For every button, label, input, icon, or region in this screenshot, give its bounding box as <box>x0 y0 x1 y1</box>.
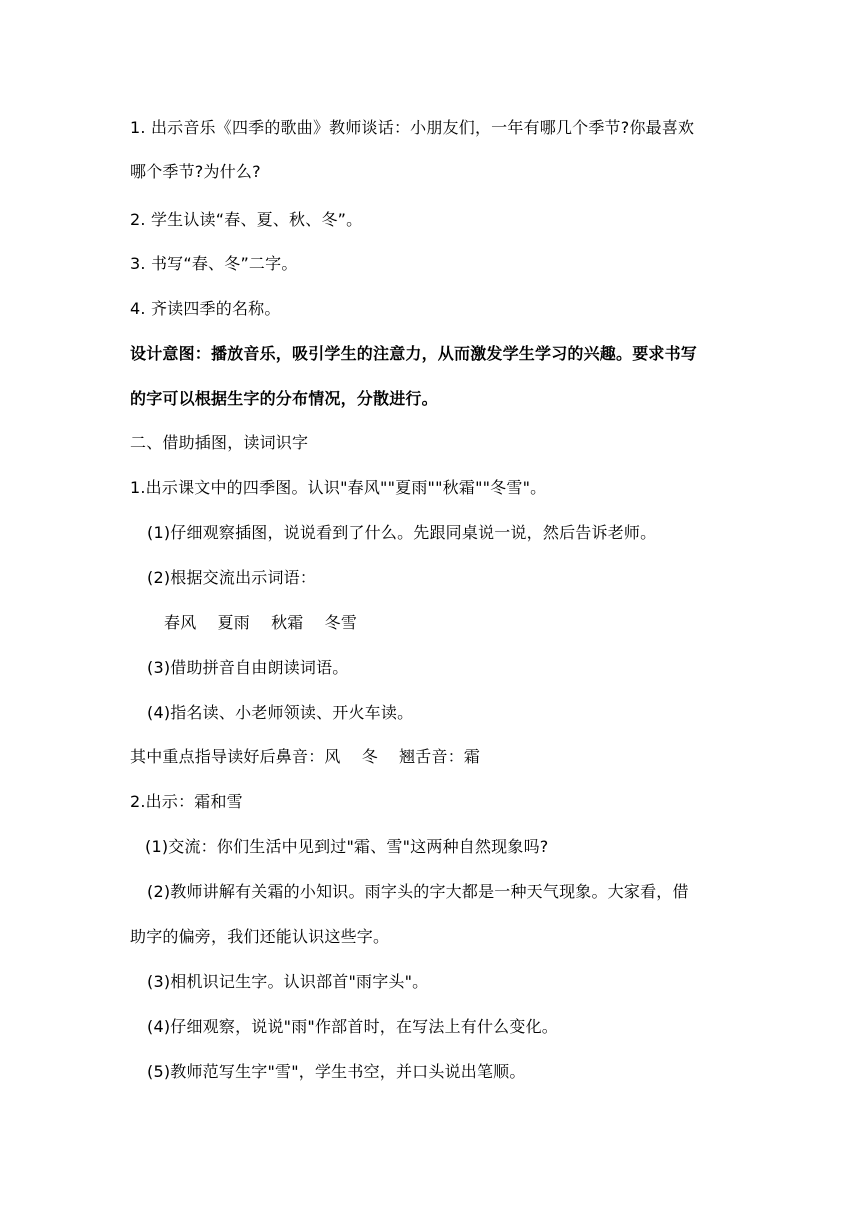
word-list: 春风 夏雨 秋霜 冬雪 <box>164 613 358 632</box>
sub-item-2-2-cont: 助字的偏旁，我们还能认识这些字。 <box>130 927 390 946</box>
sub-item-2-4: (4)仔细观察，说说"雨"作部首时，在写法上有什么变化。 <box>147 1017 558 1036</box>
sub-item-3: (3)借助拼音自由朗读词语。 <box>147 658 349 677</box>
sub-item-2-5: (5)教师范写生字"雪"，学生书空，并口头说出笔顺。 <box>147 1062 526 1081</box>
paragraph-step-4: 4. 齐读四季的名称。 <box>130 299 281 318</box>
pronunciation-note: 其中重点指导读好后鼻音：风 冬 翘舌音：霜 <box>130 747 481 766</box>
design-intent: 设计意图：播放音乐，吸引学生的注意力，从而激发学生学习的兴趣。要求书写 <box>130 344 698 363</box>
sub-item-2-2: (2)教师讲解有关霜的小知识。雨字头的字大都是一种天气现象。大家看，借 <box>147 882 689 901</box>
paragraph-step-1: 1. 出示音乐《四季的歌曲》教师谈话：小朋友们，一年有哪几个季节?你最喜欢 <box>130 118 695 137</box>
sub-item-2: (2)根据交流出示词语： <box>147 568 317 587</box>
sub-item-2-1: (1)交流：你们生活中见到过"霜、雪"这两种自然现象吗? <box>145 837 549 856</box>
paragraph-step-1-cont: 哪个季节?为什么? <box>130 162 261 181</box>
paragraph-step-2: 2. 学生认读“春、夏、秋、冬”。 <box>130 210 363 229</box>
sub-item-2-3: (3)相机识记生字。认识部首"雨字头"。 <box>147 972 429 991</box>
paragraph-step-3: 3. 书写“春、冬”二字。 <box>130 254 298 273</box>
section-heading: 二、借助插图，读词识字 <box>130 433 309 452</box>
sub-item-1: (1)仔细观察插图，说说看到了什么。先跟同桌说一说，然后告诉老师。 <box>147 523 657 542</box>
paragraph-item-2: 2.出示：霜和雪 <box>130 792 243 811</box>
design-intent-cont: 的字可以根据生字的分布情况，分散进行。 <box>130 389 438 408</box>
paragraph-item-1: 1.出示课文中的四季图。认识"春风""夏雨""秋霜""冬雪"。 <box>130 478 547 497</box>
sub-item-4: (4)指名读、小老师领读、开火车读。 <box>147 703 414 722</box>
